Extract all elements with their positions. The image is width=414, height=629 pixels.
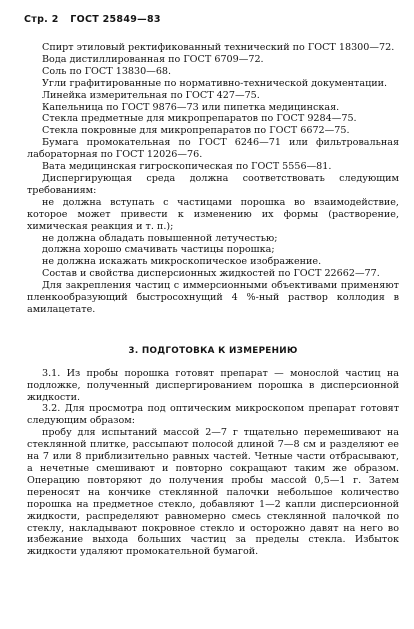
material-paragraph: Стекла предметные для микропрепаратов по ГОСТ 9284—75. <box>42 113 357 125</box>
material-paragraph: Стекла покровные для микропрепаратов по ГОСТ 6672—75. <box>42 125 350 137</box>
page-header <box>24 14 169 25</box>
material-paragraph: Соль по ГОСТ 13830—68. <box>42 65 172 77</box>
requirement-item: не должна вступать с частицами порошка во взаимодействие, которое может привести к изменению их формы (растворение, химическая реакция и т. п.); <box>27 196 399 232</box>
material-paragraph: Состав и свойства дисперсионных жидкостей по ГОСТ 22662—77. <box>42 268 380 280</box>
material-paragraph: Вода дистиллированная по ГОСТ 6709—72. <box>42 53 264 65</box>
document-body <box>27 42 399 558</box>
requirement-item: должна хорошо смачивать частицы порошка; <box>42 244 275 256</box>
section-paragraph: 3.1. Из пробы порошка готовят препарат — монослой частиц на подложке, полученный диспергированием порошка в дисперсионной жидкости. <box>27 367 399 403</box>
page-number: Стр. 2 <box>24 14 59 25</box>
material-paragraph: Диспергирующая среда должна соответствовать следующим требованиям: <box>27 172 399 196</box>
material-paragraph: Бумага промокательная по ГОСТ 6246—71 или фильтровальная лабораторная по ГОСТ 12026—76. <box>27 137 399 161</box>
material-paragraph: Угли графитированные по нормативно-технической документации. <box>42 77 388 89</box>
material-paragraph: Спирт этиловый ректификованный технический по ГОСТ 18300—72. <box>42 42 395 53</box>
material-paragraph: Линейка измерительная по ГОСТ 427—75. <box>42 89 260 101</box>
requirement-item: не должна обладать повышенной летучестью; <box>42 232 278 244</box>
section-paragraph: пробу для испытаний массой 2—7 г тщательно перемешивают на стеклянной плитке, рассыпают полосой длиной 7—8 см и разделяют ее на 7 или 8 приблизительно равных частей. Четные части отбрасывают, а нечетные смешивают и повторно сокращают таким же образом. Операцию повторяют до получения пробы массой 0,5—1 г. Затем переносят на кончике стеклянной палочки небольшое количество порошка на предметное стекло, добавляют 1—2 капли дисперсионной жидкости, распределяют равномерно смесь стеклянной палочкой по стеклу, накладывают покровное стекло и осторожно давят на него во избежание выхода больших частиц за пределы стекла. Избыток жидкости удаляют промокательной бумагой. <box>27 427 399 558</box>
standard-number: ГОСТ 25849—83 <box>70 14 161 25</box>
material-paragraph: Для закрепления частиц с иммерсионными объективами применяют пленкообразующий быстросохнущий 4 %-ный раствор коллодия в амилацетате. <box>27 280 399 315</box>
material-paragraph: Вата медицинская гигроскопическая по ГОСТ 5556—81. <box>42 161 332 173</box>
section-title: 3. ПОДГОТОВКА К ИЗМЕРЕНИЮ <box>128 345 298 356</box>
section-paragraph: 3.2. Для просмотра под оптическим микроскопом препарат готовят следующим образом: <box>27 403 399 427</box>
requirement-item: не должна искажать микроскопическое изображение. <box>42 256 322 268</box>
material-paragraph: Капельница по ГОСТ 9876—73 или пипетка медицинская. <box>42 101 340 113</box>
